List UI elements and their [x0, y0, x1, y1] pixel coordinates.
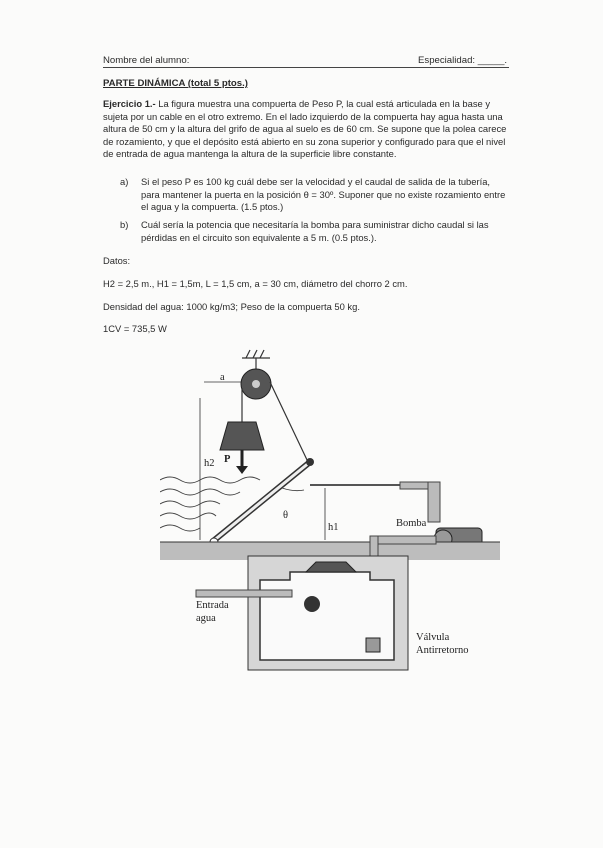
item-a-letter: a) [120, 176, 129, 187]
ceiling-support [242, 350, 270, 370]
float-valve [304, 596, 320, 612]
label-h2: h2 [204, 458, 215, 469]
gate-pump-diagram [160, 340, 500, 685]
section-title: PARTE DINÁMICA (total 5 ptos.) [103, 78, 248, 89]
student-name-label: Nombre del alumno: [103, 55, 190, 66]
header-rule [103, 67, 509, 68]
suction-pipe [370, 536, 436, 544]
item-b-letter: b) [120, 219, 129, 230]
label-theta: θ [283, 510, 289, 521]
exercise-label: Ejercicio 1.- [103, 98, 156, 109]
item-a-text: Si el peso P es 100 kg cuál debe ser la velocidad y el caudal de salida de la tubería, para mantener la puerta en la posición θ = 30º. Suponer que no existe rozamiento entre el agua y la compuerta. (1.5 ptos.) [141, 176, 506, 213]
label-valvula-1: Válvula [416, 632, 450, 643]
label-a: a [220, 372, 225, 383]
gate-top-pin [306, 458, 314, 466]
outlet-pipe [400, 482, 430, 489]
label-bomba: Bomba [396, 518, 427, 529]
exercise-statement [103, 98, 507, 161]
water-surface [160, 477, 260, 531]
inlet-pipe [196, 590, 292, 597]
data-line-2: Densidad del agua: 1000 kg/m3; Peso de la compuerta 50 kg. [103, 301, 360, 312]
exercise-text: La figura muestra una compuerta de Peso P, la cual está articulada en la base y sujeta por un cable en el otro extremo. En el lado izquierdo de la compuerta hay agua hasta una altura de 50 cm y la altura del grifo de agua al suelo es de 60 cm. Se supone que la polea carece de rozamiento, y que el depósito está abierto en su zona superior y configurado para que el nivel de entrada de agua mantenga la altura de la superficie libre constante. [103, 98, 507, 160]
label-valvula-2: Antirretorno [416, 645, 469, 656]
data-line-3: 1CV = 735,5 W [103, 323, 167, 334]
label-p: P [224, 454, 231, 465]
check-valve [366, 638, 380, 652]
pulley-axle [252, 380, 260, 388]
specialty-label: Especialidad: _____. [418, 55, 508, 66]
weight-p [220, 422, 264, 450]
label-h1: h1 [328, 522, 339, 533]
data-heading: Datos: [103, 255, 131, 266]
label-entrada-1: Entrada [196, 600, 229, 611]
pipe-vertical [428, 482, 440, 522]
data-line-1: H2 = 2,5 m., H1 = 1,5m, L = 1,5 cm, a = 30 cm, diámetro del chorro 2 cm. [103, 278, 408, 289]
item-b-text: Cuál sería la potencia que necesitaría la bomba para suministrar dicho caudal si las pérdidas en el circuito son equivalente a 5 m. (0.5 ptos.). [141, 219, 489, 243]
weight-arrowhead [236, 466, 248, 474]
cable-right [270, 382, 308, 462]
label-entrada-2: agua [196, 613, 216, 624]
